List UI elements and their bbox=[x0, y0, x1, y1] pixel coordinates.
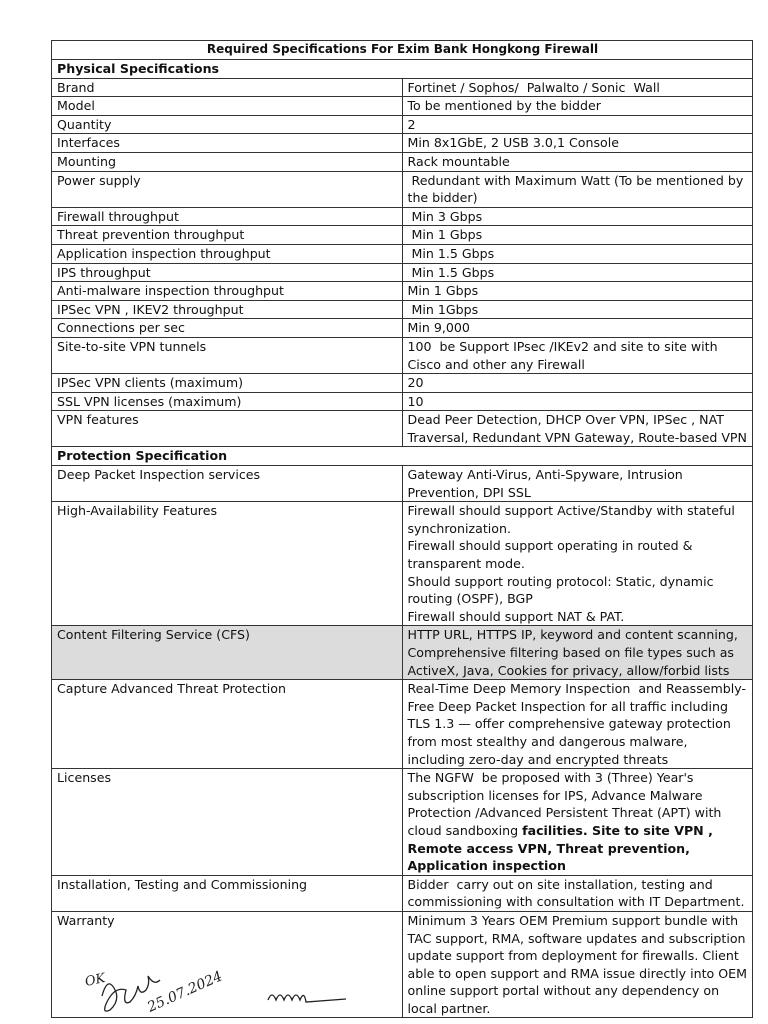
spec-label: Firewall throughput bbox=[52, 207, 403, 226]
spec-value-text: The NGFW be proposed with 3 (Three) Year's subscription licenses for IPS, Advance Malware Protection /Advanced Persistent Threat (APT) with cloud sandboxing bbox=[407, 770, 726, 838]
spec-label: Installation, Testing and Commissioning bbox=[52, 875, 403, 911]
spec-value-text: Min 1 Gbps bbox=[407, 227, 483, 243]
spec-label: Deep Packet Inspection services bbox=[52, 466, 403, 502]
spec-label: Site-to-site VPN tunnels bbox=[52, 337, 403, 373]
table-row bbox=[52, 319, 753, 338]
spec-value bbox=[402, 411, 753, 447]
table-title: Required Specifications For Exim Bank Hongkong Firewall bbox=[52, 41, 753, 60]
table-row bbox=[52, 466, 753, 502]
table-row bbox=[52, 392, 753, 411]
spec-label: Quantity bbox=[52, 115, 403, 134]
spec-label: Mounting bbox=[52, 152, 403, 171]
section-heading: Physical Specifications bbox=[52, 60, 753, 79]
table-title-row bbox=[52, 41, 753, 60]
spec-value bbox=[402, 244, 753, 263]
spec-value bbox=[402, 769, 753, 876]
spec-value bbox=[402, 374, 753, 393]
table-row bbox=[52, 374, 753, 393]
table-row bbox=[52, 78, 753, 97]
spec-label: Anti-malware inspection throughput bbox=[52, 282, 403, 301]
spec-value-text: Min 1Gbps bbox=[407, 301, 479, 317]
table-row bbox=[52, 226, 753, 245]
spec-label: Capture Advanced Threat Protection bbox=[52, 680, 403, 769]
spec-value-text: Real-Time Deep Memory Inspection and Reassembly-Free Deep Packet Inspection for all traffic including TLS 1.3 — offer comprehensive gateway protection from most stealthy and dangerous malware, including zero-day and encrypted threats bbox=[407, 681, 747, 767]
table-row bbox=[52, 680, 753, 769]
table-row bbox=[52, 134, 753, 153]
spec-label: Warranty bbox=[52, 911, 403, 1018]
spec-value-text: Gateway Anti-Virus, Anti-Spyware, Intrusion Prevention, DPI SSL bbox=[407, 467, 687, 500]
table-row bbox=[52, 626, 753, 680]
spec-value-text: 2 bbox=[407, 116, 416, 132]
signature-date: 25.07.2024 bbox=[145, 968, 225, 1016]
specification-table bbox=[51, 40, 753, 1018]
spec-label: Interfaces bbox=[52, 134, 403, 153]
spec-value bbox=[402, 626, 753, 680]
spec-value-text: Redundant with Maximum Watt (To be mentioned by the bidder) bbox=[407, 172, 748, 206]
spec-label: SSL VPN licenses (maximum) bbox=[52, 392, 403, 411]
spec-value bbox=[402, 171, 753, 207]
spec-label: Threat prevention throughput bbox=[52, 226, 403, 245]
spec-value-text: Firewall should support Active/Standby with stateful synchronization. Firewall should support operating in routed & transparent mode. Should support routing protocol: Static, dynamic routing (OSPF), BGP Firewall should support NAT & PAT. bbox=[407, 503, 735, 624]
spec-value-text: HTTP URL, HTTPS IP, keyword and content scanning, Comprehensive filtering based on file types such as ActiveX, Java, Cookies for privacy, allow/forbid lists bbox=[407, 627, 742, 678]
spec-value-text: Min 9,000 bbox=[407, 320, 470, 336]
spec-value-text: Minimum 3 Years OEM Premium support bundle with TAC support, RMA, software updates and subscription update support from deployment for firewalls. Client able to open support and RMA issue directly into OEM online support portal without any dependency on local partner. bbox=[407, 912, 752, 1016]
spec-value-text: 100 be Support IPsec /IKEv2 and site to site with Cisco and other any Firewall bbox=[407, 338, 722, 372]
spec-value-text: Dead Peer Detection, DHCP Over VPN, IPSec , NAT Traversal, Redundant VPN Gateway, Route-based VPN bbox=[407, 412, 747, 445]
spec-value-text: Min 3 Gbps bbox=[407, 208, 483, 224]
spec-value bbox=[402, 115, 753, 134]
spec-value bbox=[402, 226, 753, 245]
spec-value bbox=[402, 282, 753, 301]
table-row bbox=[52, 337, 753, 373]
spec-value bbox=[402, 78, 753, 97]
spec-value bbox=[402, 97, 753, 116]
spec-label: IPSec VPN clients (maximum) bbox=[52, 374, 403, 393]
table-row bbox=[52, 97, 753, 116]
spec-value bbox=[402, 207, 753, 226]
spec-label: Power supply bbox=[52, 171, 403, 207]
spec-value-text: Bidder carry out on site installation, testing and commissioning with consultation with IT Department. bbox=[407, 876, 745, 910]
spec-value-text: Min 1 Gbps bbox=[407, 283, 479, 299]
table-row bbox=[52, 282, 753, 301]
table-row bbox=[52, 171, 753, 207]
spec-label: VPN features bbox=[52, 411, 403, 447]
spec-label: High-Availability Features bbox=[52, 502, 403, 626]
signature-note: OK bbox=[83, 971, 107, 990]
table-row bbox=[52, 502, 753, 626]
spec-value bbox=[402, 466, 753, 502]
table-row bbox=[52, 207, 753, 226]
spec-value-text: 20 bbox=[407, 375, 424, 391]
spec-label: IPS throughput bbox=[52, 263, 403, 282]
spec-value-text: Rack mountable bbox=[407, 153, 510, 169]
spec-value bbox=[402, 502, 753, 626]
spec-value bbox=[402, 875, 753, 911]
table-row bbox=[52, 769, 753, 876]
table-row bbox=[52, 152, 753, 171]
spec-value-text: 10 bbox=[407, 393, 424, 409]
table-row bbox=[52, 244, 753, 263]
spec-value-text: Min 1.5 Gbps bbox=[407, 245, 495, 261]
spec-value-text: Min 8x1GbE, 2 USB 3.0,1 Console bbox=[407, 135, 619, 151]
spec-value bbox=[402, 337, 753, 373]
spec-label: Model bbox=[52, 97, 403, 116]
table-row bbox=[52, 411, 753, 447]
spec-value bbox=[402, 680, 753, 769]
spec-label: IPSec VPN , IKEV2 throughput bbox=[52, 300, 403, 319]
spec-label: Content Filtering Service (CFS) bbox=[52, 626, 403, 680]
table-row bbox=[52, 875, 753, 911]
table-row bbox=[52, 300, 753, 319]
table-row bbox=[52, 263, 753, 282]
spec-value-bold: facilities. Site to site VPN , Remote access VPN, Threat prevention, Application inspection bbox=[407, 822, 713, 874]
spec-label: Connections per sec bbox=[52, 319, 403, 338]
section-heading-row bbox=[52, 447, 753, 466]
section-heading: Protection Specification bbox=[52, 447, 753, 466]
spec-label: Application inspection throughput bbox=[52, 244, 403, 263]
spec-value bbox=[402, 319, 753, 338]
spec-label: Brand bbox=[52, 78, 403, 97]
spec-value bbox=[402, 152, 753, 171]
signature-block bbox=[0, 960, 768, 1024]
section-heading-row bbox=[52, 60, 753, 79]
spec-value bbox=[402, 263, 753, 282]
spec-label: Licenses bbox=[52, 769, 403, 876]
table-row bbox=[52, 115, 753, 134]
handwritten-signature-2 bbox=[268, 995, 346, 1002]
spec-value-text: Min 1.5 Gbps bbox=[407, 264, 495, 280]
spec-value-text: To be mentioned by the bidder bbox=[407, 98, 601, 114]
spec-value bbox=[402, 392, 753, 411]
spec-value bbox=[402, 134, 753, 153]
spec-value-text: Fortinet / Sophos/ Palwalto / Sonic Wall bbox=[407, 79, 660, 95]
spec-value bbox=[402, 300, 753, 319]
